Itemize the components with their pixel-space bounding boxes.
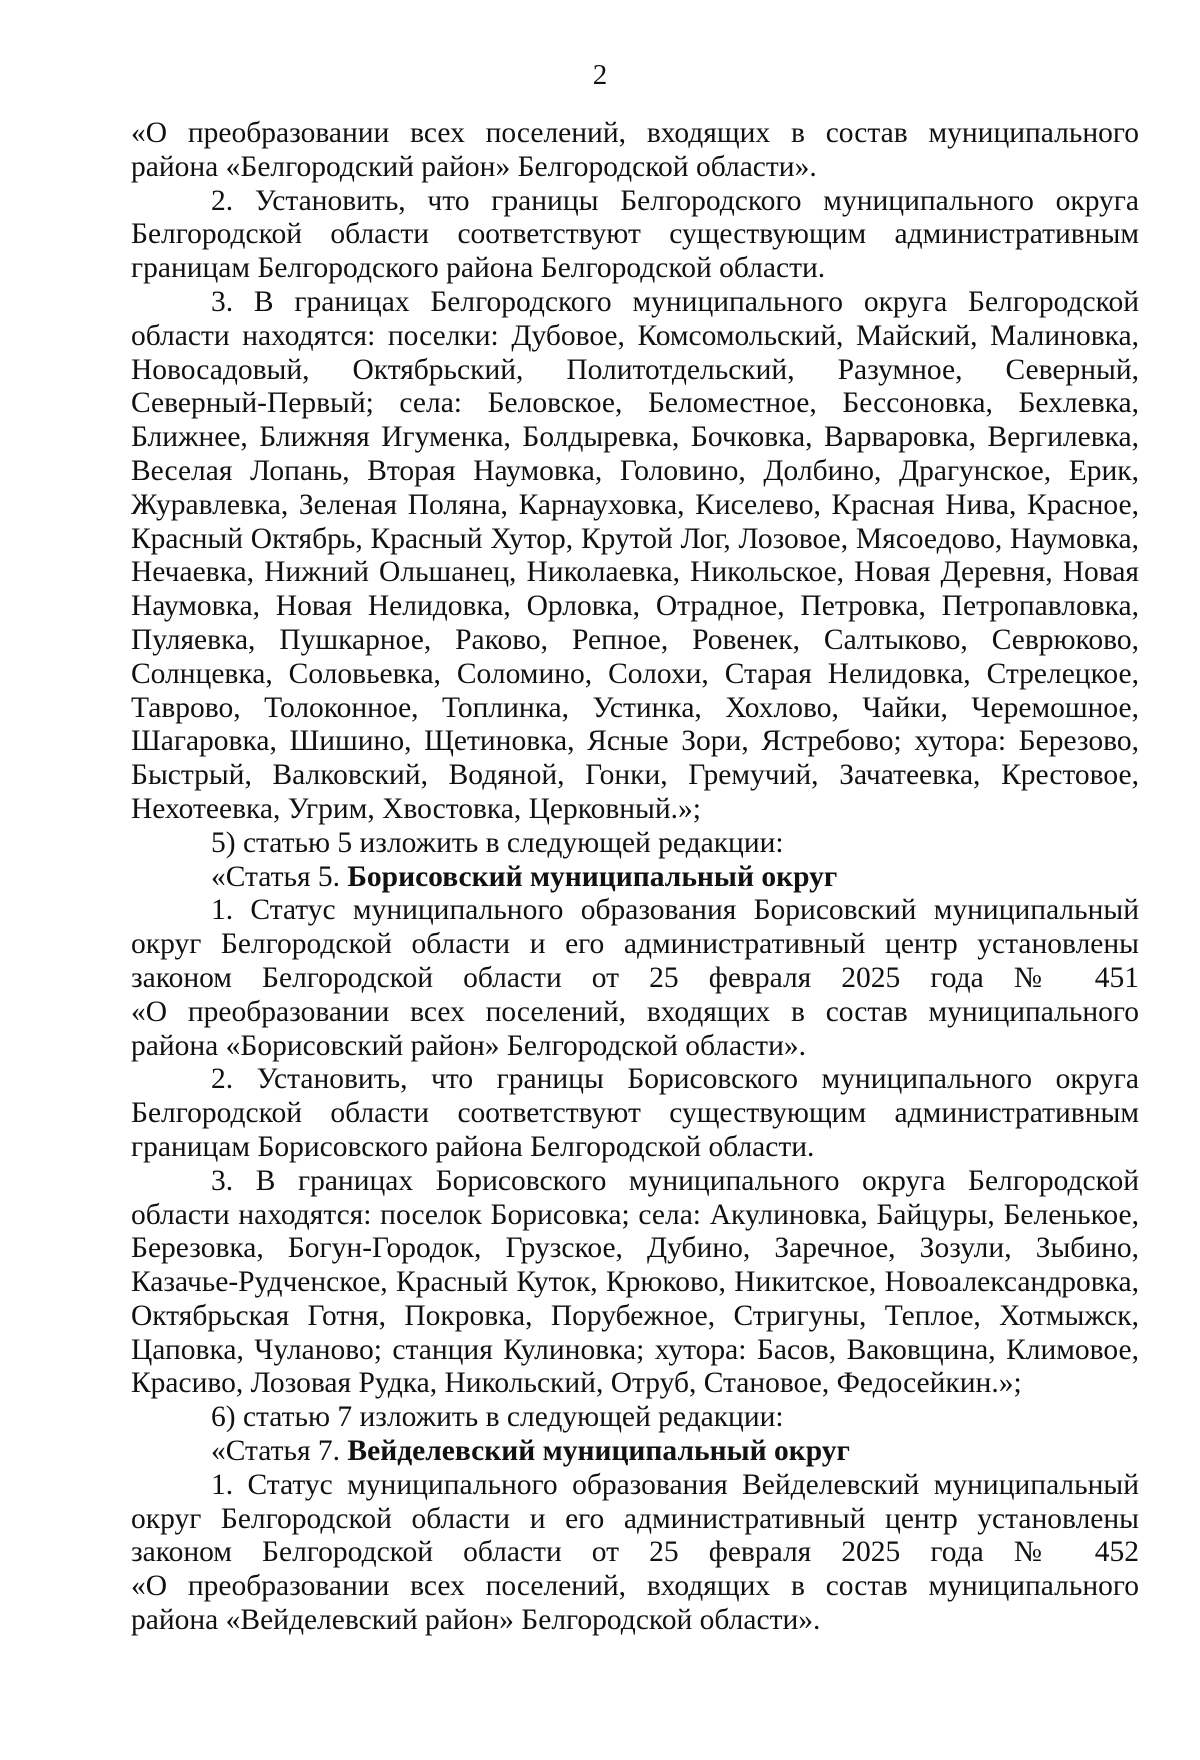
paragraph-amendment-article-7: 6) статью 7 изложить в следующей редакции: xyxy=(211,1401,784,1434)
article-5-heading xyxy=(131,861,1139,895)
article-7-title: Вейделевский муниципальный округ xyxy=(347,1435,850,1468)
paragraph-borisovka-settlements: 3. В границах Борисовского муниципального округа Белгородской области находятся: поселок Борисовка; села: Акулиновка, Байцуры, Беленькое, Березовка, Богун-Городок, Грузское, Дубино, Заречное, Зозули, Зыбино, Казачье-Рудченское, Красный Куток, Крюково, Никитское, Новоалександровка, Октябрьская Готня, Покровка, Порубежное, Стригуны, Теплое, Хотмыжск, Цаповка, Чуланово; станция Кулиновка; хутора: Басов, Ваковщина, Климовое, Красиво, Лозовая Рудка, Никольский, Отруб, Становое, Федосейкин.»; xyxy=(131,1164,1139,1400)
paragraph-borisovka-law-title: «О преобразовании всех поселений, входящих в состав муниципального района «Борисовский район» Белгородской области». xyxy=(131,995,1139,1062)
paragraph-amendment-article-5: 5) статью 5 изложить в следующей редакции: xyxy=(211,826,784,859)
paragraph-belgorod-law-title: «О преобразовании всех поселений, входящих в состав муниципального района «Белгородский район» Белгородской области». xyxy=(131,117,1139,183)
paragraph-veidelevka-law-title: «О преобразовании всех поселений, входящих в состав муниципального района «Вейделевский район» Белгородской области». xyxy=(131,1570,1139,1637)
page-number: 2 xyxy=(592,59,608,91)
document-body xyxy=(131,117,1139,1638)
paragraph-belgorod-settlements: 3. В границах Белгородского муниципального округа Белгородской области находятся: поселки: Дубовое, Комсомольский, Майский, Малиновка, Новосадовый, Октябрьский, Политотдельский, Разумное, Северный, Северный-Первый; села: Беловское, Беломестное, Бессоновка, Бехлевка, Ближнее, Ближняя Игуменка, Болдыревка, Бочковка, Варваровка, Вергилевка, Веселая Лопань, Вторая Наумовка, Головино, Долбино, Драгунское, Ерик, Журавлевка, Зеленая Поляна, Карнауховка, Киселево, Красная Нива, Красное, Красный Октябрь, Красный Хутор, Крутой Лог, Лозовое, Мясоедово, Наумовка, Нечаевка, Нижний Ольшанец, Николаевка, Никольское, Новая Деревня, Новая Наумовка, Новая Нелидовка, Орловка, Отрадное, Петровка, Петропавловка, Пуляевка, Пушкарное, Раково, Репное, Ровенек, Салтыково, Севрюково, Солнцевка, Соловьевка, Соломино, Солохи, Старая Нелидовка, Стрелецкое, Таврово, Толоконное, Топлинка, Устинка, Хохлово, Чайки, Черемошное, Шагаровка, Шишино, Щетиновка, Ясные Зори, Ястребово; хутора: Березово, Быстрый, Валковский, Водяной, Гонки, Гремучий, Зачатеевка, Крестовое, Нехотеевка, Угрим, Хвостовка, Церковный.»; xyxy=(131,285,1139,825)
paragraph-belgorod-borders: 2. Установить, что границы Белгородского муниципального округа Белгородской области соответствуют существующим административным границам Белгородского района Белгородской области. xyxy=(131,184,1139,285)
paragraph-veidelevka-status: 1. Статус муниципального образования Вейделевский муниципальный округ Белгородской области и его административный центр установлены законом Белгородской области от 25 февраля 2025 года № 452 xyxy=(131,1468,1139,1569)
paragraph-borisovka-status: 1. Статус муниципального образования Борисовский муниципальный округ Белгородской области и его административный центр установлены законом Белгородской области от 25 февраля 2025 года № 451 xyxy=(131,894,1139,994)
article-5-title: Борисовский муниципальный округ xyxy=(347,860,838,893)
paragraph-borisovka-borders: 2. Установить, что границы Борисовского муниципального округа Белгородской области соответствуют существующим административным границам Борисовского района Белгородской области. xyxy=(131,1063,1139,1163)
article-5-label: «Статья 5. xyxy=(211,860,348,893)
article-7-label: «Статья 7. xyxy=(211,1435,348,1468)
article-7-heading xyxy=(131,1435,1139,1469)
